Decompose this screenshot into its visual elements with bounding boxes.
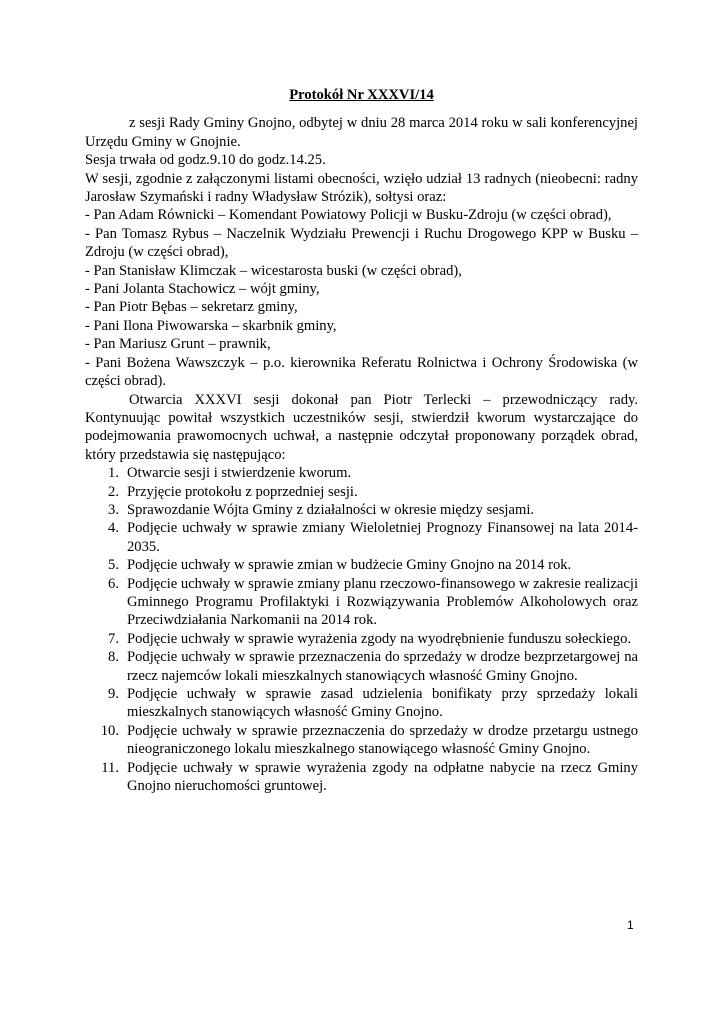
agenda-item-text: Podjęcie uchwały w sprawie przeznaczenia do sprzedaży w drodze bezprzetargowej na rzecz najemców lokali mieszkalnych stanowiących własność Gminy Gnojno.: [127, 649, 638, 684]
attendee-item: - Pan Piotr Bębas – sekretarz gminy,: [85, 299, 298, 316]
opening-paragraph: Otwarcia XXXVI sesji dokonał pan Piotr Terlecki – przewodniczący rady. Kontynuując powitał wszystkich uczestników sesji, stwierdził kworum wystarczające do podejmowania prawomocnych uchwał, a następnie odczytał proponowany porządek obrad, który przedstawia się następująco:: [85, 391, 638, 463]
agenda-item-number: 10.: [100, 722, 119, 739]
agenda-item-number: 1.: [108, 465, 119, 482]
agenda-item: [85, 722, 638, 759]
agenda-item-text: Podjęcie uchwały w sprawie wyrażenia zgody na wyodrębnienie funduszu sołeckiego.: [127, 630, 632, 647]
agenda-item-text: Podjęcie uchwały w sprawie wyrażenia zgody na odpłatne nabycie na rzecz Gminy Gnojno nieruchomości gruntowej.: [127, 759, 638, 795]
attendees-list: [85, 206, 638, 390]
document-page: [85, 86, 638, 795]
agenda-item-number: 3.: [108, 501, 119, 518]
attendee-item: - Pan Adam Równicki – Komendant Powiatowy Policji w Busku-Zdroju (w części obrad),: [85, 207, 612, 224]
agenda-item-text: Sprawozdanie Wójta Gminy z działalności w okresie między sesjami.: [127, 501, 535, 518]
agenda-item-number: 9.: [108, 686, 119, 702]
agenda-list: [85, 464, 638, 795]
attendee-item: - Pani Jolanta Stachowicz – wójt gminy,: [85, 281, 320, 298]
agenda-item: [85, 575, 638, 630]
agenda-item-number: 7.: [108, 630, 119, 647]
agenda-item: [85, 556, 638, 574]
page-number: 1: [627, 918, 634, 932]
agenda-item: [85, 483, 638, 501]
agenda-item-number: 11.: [101, 759, 119, 776]
agenda-item-number: 8.: [108, 649, 119, 666]
agenda-item-number: 6.: [108, 575, 119, 592]
agenda-item-text: Podjęcie uchwały w sprawie zasad udzielenia bonifikaty przy sprzedaży lokali mieszkalnych stanowiących własność Gminy Gnojno.: [127, 686, 638, 721]
agenda-item-text: Otwarcie sesji i stwierdzenie kworum.: [127, 465, 352, 482]
agenda-item: [85, 648, 638, 685]
attendee-item: - Pan Mariusz Grunt – prawnik,: [85, 336, 271, 353]
agenda-item-text: Podjęcie uchwały w sprawie zmiany Wieloletniej Prognozy Finansowej na lata 2014-2035.: [127, 520, 638, 555]
agenda-item: [85, 685, 638, 722]
attendee-item: - Pan Tomasz Rybus – Naczelnik Wydziału Prewencji i Ruchu Drogowego KPP w Busku – Zdroju (w części obrad),: [85, 225, 638, 261]
agenda-item: [85, 759, 638, 796]
agenda-item-number: 2.: [108, 483, 119, 500]
intro-session-info: z sesji Rady Gminy Gnojno, odbytej w dniu 28 marca 2014 roku w sali konferencyjnej Urzędu Gminy w Gnojnie.: [85, 115, 638, 150]
intro-attendance: W sesji, zgodnie z załączonymi listami obecności, wzięło udział 13 radnych (nieobecni: radny Jarosław Szymański i radny Władysław Strózik), sołtysi oraz:: [85, 170, 638, 206]
document-title: Protokół Nr XXXVI/14: [289, 87, 434, 103]
agenda-item-text: Przyjęcie protokołu z poprzedniej sesji.: [127, 483, 358, 500]
attendee-item: - Pani Ilona Piwowarska – skarbnik gminy,: [85, 317, 337, 334]
agenda-item-number: 4.: [108, 520, 119, 537]
agenda-item-text: Podjęcie uchwały w sprawie przeznaczenia do sprzedaży w drodze przetargu ustnego nieograniczonego lokalu mieszkalnego stanowiącego własność Gminy Gnojno.: [127, 722, 638, 758]
intro-session-time: Sesja trwała od godz.9.10 do godz.14.25.: [85, 152, 326, 169]
attendee-item: - Pan Stanisław Klimczak – wicestarosta buski (w części obrad),: [85, 262, 462, 279]
agenda-item: [85, 464, 638, 482]
agenda-item-text: Podjęcie uchwały w sprawie zmiany planu rzeczowo-finansowego w zakresie realizacji Gminnego Programu Profilaktyki i Rozwiązywania Problemów Alkoholowych oraz Przeciwdziałania Narkomanii na 2014 rok.: [127, 575, 638, 629]
agenda-item-number: 5.: [108, 557, 119, 574]
agenda-item: [85, 630, 638, 648]
agenda-item: [85, 519, 638, 556]
agenda-item: [85, 501, 638, 519]
attendee-item: - Pani Bożena Wawszczyk – p.o. kierownika Referatu Rolnictwa i Ochrony Środowiska (w części obrad).: [85, 354, 638, 390]
agenda-item-text: Podjęcie uchwały w sprawie zmian w budżecie Gminy Gnojno na 2014 rok.: [127, 557, 572, 574]
